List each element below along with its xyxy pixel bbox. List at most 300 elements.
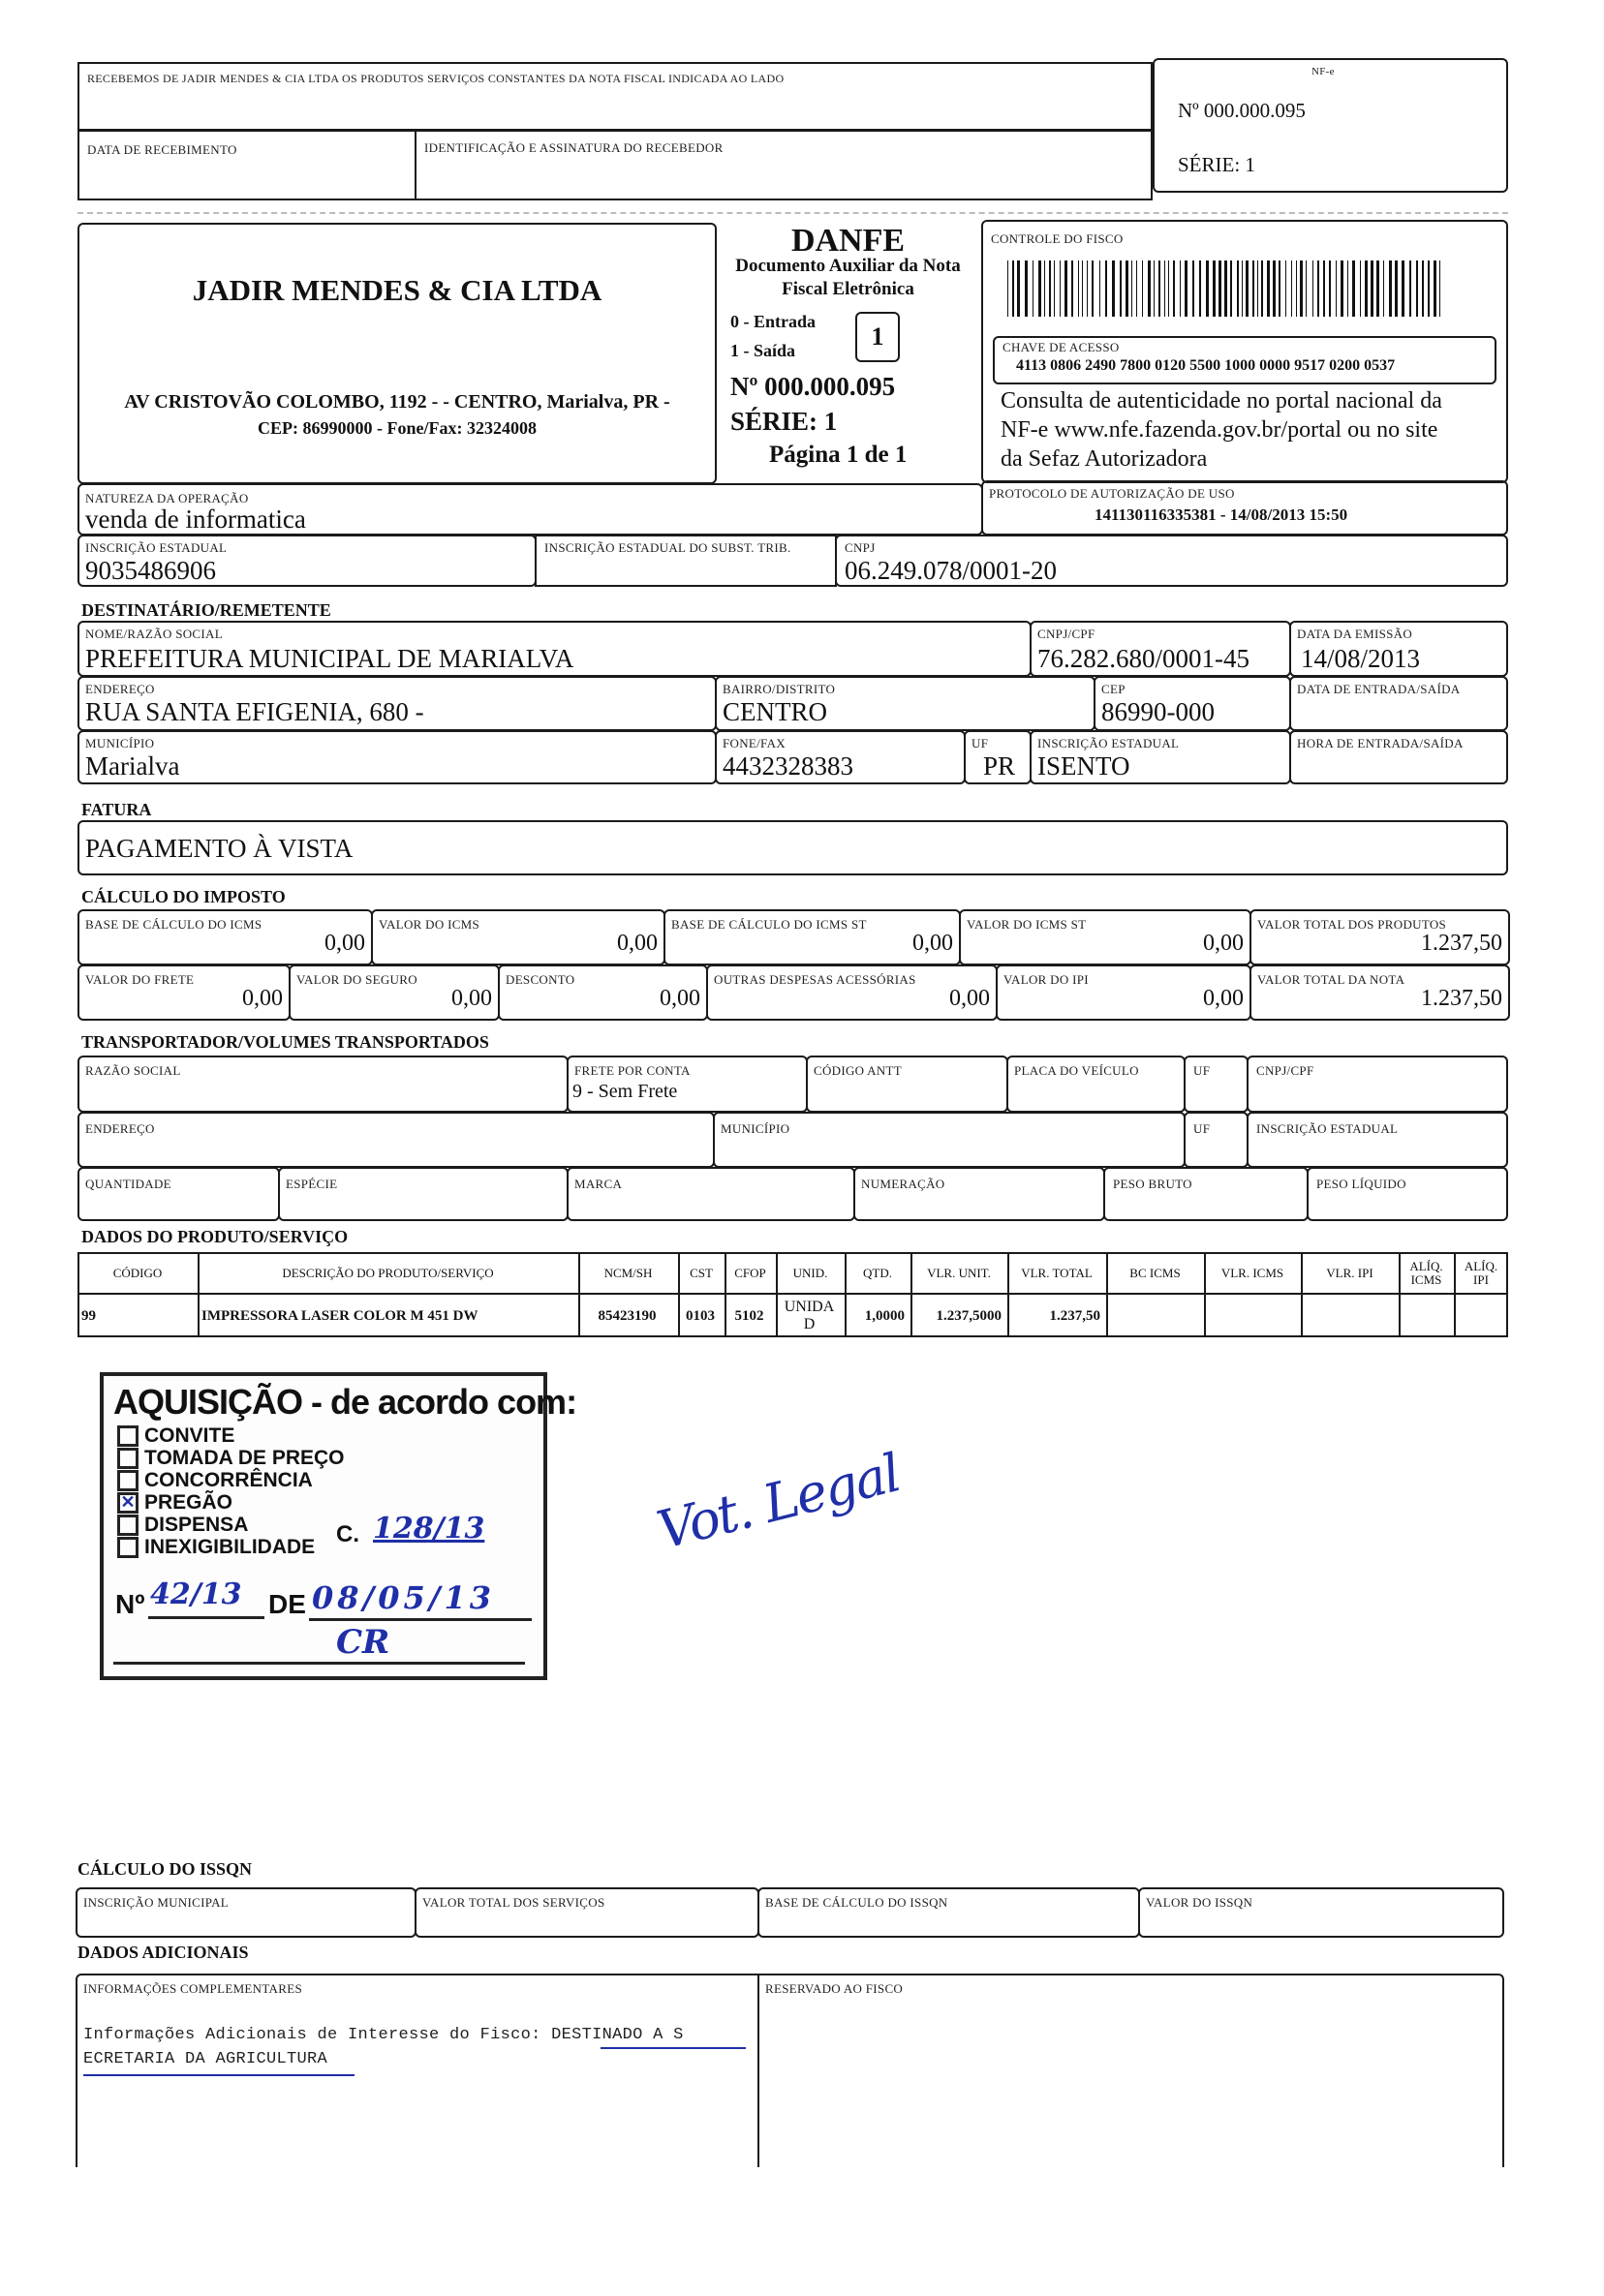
chave-acesso-box bbox=[993, 336, 1496, 384]
stamp-option-label: PREGÃO bbox=[144, 1491, 233, 1514]
barcode-bar bbox=[1434, 260, 1436, 317]
barcode-bar bbox=[1166, 260, 1167, 317]
dest-cnpj-value: 76.282.680/0001-45 bbox=[1037, 644, 1249, 673]
reservado-fisco-field bbox=[757, 1974, 1504, 2167]
aquisicao-stamp bbox=[100, 1372, 577, 1680]
barcode-bar bbox=[1064, 260, 1067, 317]
barcode-bar bbox=[1425, 260, 1427, 317]
barcode-bar bbox=[1144, 260, 1147, 317]
barcode-bar bbox=[1188, 260, 1191, 317]
imposto-value: 0,00 bbox=[949, 986, 990, 1011]
table-cell bbox=[1305, 1295, 1393, 1337]
barcode-bar bbox=[1246, 260, 1249, 317]
barcode-bar bbox=[1078, 260, 1079, 317]
barcode-bar bbox=[1168, 260, 1169, 317]
produtos-heading: DADOS DO PRODUTO/SERVIÇO bbox=[81, 1227, 349, 1246]
barcode-bar bbox=[1136, 260, 1137, 317]
stamp-numero-line bbox=[148, 1616, 264, 1619]
barcode-bar bbox=[1074, 260, 1077, 317]
fisco-reservado-label: RESERVADO AO FISCO bbox=[765, 1981, 904, 1996]
barcode-bar bbox=[1217, 260, 1218, 317]
barcode-bar bbox=[1385, 260, 1388, 317]
barcode-bar bbox=[1360, 260, 1361, 317]
barcode-bar bbox=[1138, 260, 1141, 317]
barcode-bar bbox=[1218, 260, 1221, 317]
table-header-cell: ALÍQ. ICMS bbox=[1409, 1258, 1443, 1287]
barcode-bar bbox=[1206, 260, 1209, 317]
stamp-option bbox=[117, 1536, 315, 1559]
barcode-bar bbox=[1291, 260, 1292, 317]
barcode-bar bbox=[1120, 260, 1122, 317]
table-cell: 0103 bbox=[686, 1307, 715, 1324]
fatura-field bbox=[77, 820, 1508, 875]
imposto-field bbox=[371, 909, 665, 965]
table-header-cell: BC ICMS bbox=[1129, 1265, 1181, 1280]
checkbox-icon bbox=[117, 1537, 139, 1558]
transp-antt-field bbox=[806, 1056, 1008, 1113]
barcode-bar bbox=[1405, 260, 1408, 317]
barcode-bar bbox=[1326, 260, 1328, 317]
stamp-data-value: 08/05/13 bbox=[312, 1579, 495, 1616]
imposto-field bbox=[77, 964, 291, 1021]
transp-peso-liquido-field bbox=[1307, 1167, 1508, 1221]
barcode-bar bbox=[1261, 260, 1263, 317]
barcode-bar bbox=[1352, 260, 1355, 317]
barcode-bar bbox=[1402, 260, 1404, 317]
stamp-data-line bbox=[309, 1618, 532, 1621]
table-cell bbox=[1403, 1295, 1448, 1337]
barcode-bar bbox=[1287, 260, 1290, 317]
transp-especie-field bbox=[278, 1167, 569, 1221]
dest-nome-label: NOME/RAZÃO SOCIAL bbox=[85, 627, 223, 641]
imposto-value: 0,00 bbox=[324, 931, 365, 956]
stamp-option-label: CONCORRÊNCIA bbox=[144, 1469, 313, 1491]
barcode-bar bbox=[1395, 260, 1398, 317]
barcode-bar bbox=[1142, 260, 1143, 317]
barcode-bar bbox=[1202, 260, 1205, 317]
imposto-value: 0,00 bbox=[660, 986, 700, 1011]
canhoto-numero: Nº 000.000.095 bbox=[1178, 99, 1306, 122]
dest-ie-field bbox=[1030, 730, 1291, 784]
transp-peso-bruto-field bbox=[1103, 1167, 1309, 1221]
dest-bairro-field bbox=[715, 676, 1095, 731]
barcode-bar bbox=[1344, 260, 1346, 317]
table-header-cell: DESCRIÇÃO DO PRODUTO/SERVIÇO bbox=[282, 1265, 494, 1280]
barcode-bar bbox=[1273, 260, 1276, 317]
transp-cnpj-label: CNPJ/CPF bbox=[1256, 1063, 1314, 1078]
dest-uf-label: UF bbox=[972, 736, 989, 750]
info-complementares-field bbox=[76, 1974, 759, 2167]
barcode-bar bbox=[1025, 260, 1028, 317]
imposto-field bbox=[1249, 964, 1510, 1021]
dest-municipio-field bbox=[77, 730, 717, 784]
transp-numeracao-field bbox=[853, 1167, 1105, 1221]
barcode-bar bbox=[1199, 260, 1201, 317]
barcode-bar bbox=[1116, 260, 1119, 317]
table-cell: IMPRESSORA LASER COLOR M 451 DW bbox=[201, 1307, 478, 1324]
barcode-bar bbox=[1242, 260, 1243, 317]
imposto-value: 0,00 bbox=[912, 931, 953, 956]
barcode-bar bbox=[1054, 260, 1055, 317]
barcode-bar bbox=[1164, 260, 1165, 317]
info-line-1: Informações Adicionais de Interesse do Fisco: DESTINADO A S bbox=[83, 2026, 684, 2044]
barcode-bar bbox=[1010, 260, 1011, 317]
barcode-bar bbox=[1017, 260, 1020, 317]
barcode-bar bbox=[1237, 260, 1239, 317]
danfe-numero: Nº 000.000.095 bbox=[730, 372, 896, 401]
imposto-field bbox=[77, 909, 373, 965]
chave-acesso: 4113 0806 2490 7800 0120 5500 1000 0000 9517 0200 0537 bbox=[1016, 357, 1396, 374]
dest-municipio-value: Marialva bbox=[85, 751, 180, 781]
barcode-bar bbox=[1133, 260, 1135, 317]
info-line-2: ECRETARIA DA AGRICULTURA bbox=[83, 2050, 328, 2068]
canhoto-nfe-box bbox=[1153, 58, 1508, 193]
table-header-cell: VLR. TOTAL bbox=[1021, 1265, 1093, 1280]
table-header-cell: CFOP bbox=[734, 1265, 766, 1280]
barcode-bar bbox=[1252, 260, 1254, 317]
barcode-bar bbox=[1015, 260, 1016, 317]
barcode-bar bbox=[1383, 260, 1384, 317]
transp-marca-label: MARCA bbox=[574, 1177, 623, 1191]
emitente-endereco: AV CRISTOVÃO COLOMBO, 1192 - - CENTRO, Marialva, PR - bbox=[124, 391, 670, 413]
barcode-bar bbox=[1271, 260, 1272, 317]
dest-fone-label: FONE/FAX bbox=[723, 736, 787, 750]
fatura-heading: FATURA bbox=[81, 800, 152, 819]
barcode-bar bbox=[1170, 260, 1172, 317]
barcode-bar bbox=[1259, 260, 1260, 317]
barcode-bar bbox=[1101, 260, 1104, 317]
issqn-label: VALOR DO ISSQN bbox=[1146, 1895, 1253, 1910]
consulta-text-3: da Sefaz Autorizadora bbox=[1001, 446, 1208, 472]
barcode-bar bbox=[1087, 260, 1088, 317]
barcode-bar bbox=[1089, 260, 1091, 317]
imposto-label: OUTRAS DESPESAS ACESSÓRIAS bbox=[714, 972, 916, 987]
barcode-bar bbox=[1279, 260, 1280, 317]
transp-ie-label: INSCRIÇÃO ESTADUAL bbox=[1256, 1121, 1399, 1136]
data-recebimento-label: DATA DE RECEBIMENTO bbox=[87, 142, 237, 157]
table-cell: 1,0000 bbox=[864, 1307, 905, 1324]
barcode-bar bbox=[1250, 260, 1251, 317]
imposto-field bbox=[706, 964, 998, 1021]
barcode-bar bbox=[1161, 260, 1163, 317]
barcode-bar bbox=[1158, 260, 1160, 317]
dest-uf-field bbox=[964, 730, 1032, 784]
barcode-bar bbox=[1332, 260, 1335, 317]
barcode-bar bbox=[1369, 260, 1370, 317]
transp-marca-field bbox=[567, 1167, 855, 1221]
imposto-field bbox=[289, 964, 500, 1021]
barcode-bar bbox=[1308, 260, 1311, 317]
transp-endereco-label: ENDEREÇO bbox=[85, 1121, 155, 1136]
barcode-bar bbox=[1439, 260, 1440, 317]
table-cell: UNIDAD bbox=[784, 1299, 835, 1332]
stamp-signature-line bbox=[113, 1662, 525, 1665]
table-cell bbox=[1208, 1295, 1295, 1337]
barcode-bar bbox=[1131, 260, 1132, 317]
dest-cep-field bbox=[1094, 676, 1291, 731]
imposto-value: 0,00 bbox=[1203, 986, 1244, 1011]
barcode-bar bbox=[1099, 260, 1100, 317]
dest-uf-value: PR bbox=[983, 751, 1016, 781]
transp-placa-label: PLACA DO VEÍCULO bbox=[1014, 1063, 1139, 1078]
table-cell: 5102 bbox=[734, 1307, 764, 1324]
barcode-bar bbox=[1356, 260, 1359, 317]
transp-peso-bruto-label: PESO BRUTO bbox=[1113, 1177, 1192, 1191]
imposto-label: VALOR TOTAL DA NOTA bbox=[1257, 972, 1405, 987]
dest-ie-label: INSCRIÇÃO ESTADUAL bbox=[1037, 736, 1180, 750]
barcode-bar bbox=[1046, 260, 1048, 317]
stamp-numero-value: 42/13 bbox=[150, 1577, 242, 1611]
barcode-bar bbox=[1380, 260, 1382, 317]
imposto-value: 0,00 bbox=[1203, 931, 1244, 956]
barcode-bar bbox=[1129, 260, 1130, 317]
issqn-base-field bbox=[757, 1887, 1140, 1938]
barcode-bar bbox=[1264, 260, 1266, 317]
ie-value: 9035486906 bbox=[85, 556, 216, 585]
transp-peso-liquido-label: PESO LÍQUIDO bbox=[1316, 1177, 1406, 1191]
imposto-field bbox=[498, 964, 708, 1021]
stamp-title: AQUISIÇÃO - de acordo com: bbox=[113, 1382, 577, 1422]
checkbox-icon bbox=[117, 1448, 139, 1469]
danfe-pagina: Página 1 de 1 bbox=[769, 442, 908, 468]
dest-municipio-label: MUNICÍPIO bbox=[85, 736, 155, 750]
barcode-bar bbox=[1126, 260, 1128, 317]
transportador-heading: TRANSPORTADOR/VOLUMES TRANSPORTADOS bbox=[81, 1032, 489, 1052]
ie-field bbox=[77, 535, 537, 587]
transp-placa-field bbox=[1006, 1056, 1186, 1113]
barcode-bar bbox=[1431, 260, 1433, 317]
table-cell: 1.237,50 bbox=[1049, 1307, 1100, 1324]
barcode-bar bbox=[1312, 260, 1313, 317]
imposto-label: VALOR DO FRETE bbox=[85, 972, 195, 987]
table-header-cell: NCM/SH bbox=[603, 1265, 653, 1280]
imposto-label: BASE DE CÁLCULO DO ICMS bbox=[85, 917, 262, 932]
imposto-value: 0,00 bbox=[617, 931, 658, 956]
barcode-bar bbox=[1306, 260, 1307, 317]
barcode-bar bbox=[1068, 260, 1070, 317]
barcode-bar bbox=[1323, 260, 1325, 317]
stamp-option-label: INEXIGIBILIDADE bbox=[144, 1536, 316, 1558]
barcode-bar bbox=[1156, 260, 1157, 317]
fisco-box bbox=[981, 220, 1508, 483]
dest-bairro-value: CENTRO bbox=[723, 697, 827, 726]
protocolo-field bbox=[981, 480, 1508, 536]
checkbox-icon bbox=[117, 1470, 139, 1491]
dest-entrada-field bbox=[1289, 676, 1508, 731]
barcode-bar bbox=[1228, 260, 1229, 317]
stamp-c-label: C. bbox=[336, 1521, 359, 1547]
transp-endereco-field bbox=[77, 1112, 715, 1168]
stamp-option bbox=[117, 1424, 234, 1448]
info-underline-2 bbox=[83, 2074, 355, 2076]
danfe-title: DANFE bbox=[790, 223, 906, 259]
barcode-bar bbox=[1224, 260, 1227, 317]
barcode-bar bbox=[1182, 260, 1184, 317]
barcode-bar bbox=[1304, 260, 1305, 317]
barcode-bar bbox=[1314, 260, 1316, 317]
barcode-bar bbox=[1365, 260, 1368, 317]
dest-cep-label: CEP bbox=[1101, 682, 1126, 696]
barcode-bar bbox=[1222, 260, 1223, 317]
issqn-label: INSCRIÇÃO MUNICIPAL bbox=[83, 1895, 230, 1910]
assinatura-label: IDENTIFICAÇÃO E ASSINATURA DO RECEBEDOR bbox=[424, 140, 724, 155]
destinatario-heading: DESTINATÁRIO/REMETENTE bbox=[81, 600, 331, 620]
transp-cnpj-field bbox=[1247, 1056, 1508, 1113]
barcode-bar bbox=[1233, 260, 1236, 317]
stamp-c-value: 128/13 bbox=[373, 1512, 485, 1546]
nfe-label: NF-e bbox=[1311, 66, 1335, 77]
danfe-serie: SÉRIE: 1 bbox=[730, 407, 838, 436]
barcode-bar bbox=[1021, 260, 1024, 317]
consulta-text-1: Consulta de autenticidade no portal nacional da bbox=[1001, 388, 1442, 413]
stamp-option bbox=[117, 1491, 232, 1515]
danfe-saida: 1 - Saída bbox=[730, 341, 796, 360]
stamp-numero-label: Nº bbox=[115, 1589, 145, 1619]
danfe-entrada: 0 - Entrada bbox=[730, 312, 817, 331]
transp-quantidade-field bbox=[77, 1167, 280, 1221]
imposto-value: 0,00 bbox=[242, 986, 283, 1011]
dest-nome-value: PREFEITURA MUNICIPAL DE MARIALVA bbox=[85, 644, 574, 673]
fatura-value: PAGAMENTO À VISTA bbox=[85, 834, 354, 863]
barcode-bar bbox=[1062, 260, 1064, 317]
barcode-bar bbox=[1389, 260, 1392, 317]
dest-endereco-field bbox=[77, 676, 717, 731]
barcode-bar bbox=[1409, 260, 1411, 317]
barcode-bar bbox=[1042, 260, 1043, 317]
danfe-box bbox=[715, 223, 981, 484]
barcode-bar bbox=[1399, 260, 1401, 317]
barcode-bar bbox=[1029, 260, 1032, 317]
barcode-bar bbox=[1362, 260, 1364, 317]
ie-st-field bbox=[535, 535, 837, 587]
issqn-heading: CÁLCULO DO ISSQN bbox=[77, 1859, 253, 1879]
imposto-field bbox=[959, 909, 1251, 965]
chave-label: CHAVE DE ACESSO bbox=[1002, 340, 1120, 354]
barcode-bar bbox=[1049, 260, 1051, 317]
transp-uf-label: UF bbox=[1193, 1063, 1211, 1078]
transp-uf-field bbox=[1184, 1056, 1249, 1113]
danfe-tipo-box: 1 bbox=[855, 312, 900, 362]
stamp-option-label: CONVITE bbox=[144, 1424, 235, 1447]
issqn-label: VALOR TOTAL DOS SERVIÇOS bbox=[422, 1895, 605, 1910]
checkbox-icon bbox=[117, 1425, 139, 1447]
canhoto-serie: SÉRIE: 1 bbox=[1178, 153, 1255, 176]
barcode-bar bbox=[1296, 260, 1297, 317]
table-header-cell: VLR. IPI bbox=[1326, 1265, 1373, 1280]
barcode-bar bbox=[1052, 260, 1053, 317]
imposto-label: DESCONTO bbox=[506, 972, 575, 987]
natureza-value: venda de informatica bbox=[85, 505, 306, 534]
danfe-subtitle: Documento Auxiliar da Nota bbox=[735, 256, 961, 276]
danfe-subtitle-2: Fiscal Eletrônica bbox=[782, 279, 914, 299]
barcode-bar bbox=[1080, 260, 1081, 317]
barcode-bar bbox=[1277, 260, 1278, 317]
table-header-cell: CST bbox=[690, 1265, 713, 1280]
emitente-cep-fone: CEP: 86990000 - Fone/Fax: 32324008 bbox=[258, 418, 537, 438]
barcode-bar bbox=[1347, 260, 1348, 317]
barcode-bar bbox=[1298, 260, 1299, 317]
barcode-bar bbox=[1210, 260, 1212, 317]
protocolo-label: PROTOCOLO DE AUTORIZAÇÃO DE USO bbox=[989, 486, 1235, 501]
stamp-option-label: DISPENSA bbox=[144, 1514, 249, 1536]
imposto-label: VALOR DO ICMS ST bbox=[967, 917, 1087, 932]
stamp-de-label: DE bbox=[268, 1589, 306, 1619]
barcode-bar bbox=[1320, 260, 1322, 317]
canhoto-recebemos-box bbox=[77, 62, 1153, 132]
barcode-bar bbox=[1195, 260, 1198, 317]
barcode-bar bbox=[1012, 260, 1014, 317]
table-cell: 99 bbox=[81, 1307, 96, 1324]
handwritten-signature bbox=[651, 1442, 949, 1617]
imposto-field bbox=[663, 909, 961, 965]
barcode-bar bbox=[1371, 260, 1373, 317]
table-header-cell: VLR. ICMS bbox=[1220, 1265, 1284, 1280]
barcode-bar bbox=[1441, 260, 1444, 317]
produtos-table bbox=[77, 1252, 1508, 1337]
barcode-bar bbox=[1257, 260, 1258, 317]
barcode-bar bbox=[1267, 260, 1270, 317]
dest-cnpj-label: CNPJ/CPF bbox=[1037, 627, 1095, 641]
barcode-bar bbox=[1105, 260, 1107, 317]
barcode-bar bbox=[1376, 260, 1379, 317]
ie-st-label: INSCRIÇÃO ESTADUAL DO SUBST. TRIB. bbox=[544, 540, 791, 555]
imposto-field bbox=[996, 964, 1251, 1021]
dest-endereco-value: RUA SANTA EFIGENIA, 680 - bbox=[85, 697, 424, 726]
cnpj-label: CNPJ bbox=[845, 540, 876, 555]
imposto-field bbox=[1249, 909, 1510, 965]
issqn-label: BASE DE CÁLCULO DO ISSQN bbox=[765, 1895, 948, 1910]
cut-line bbox=[77, 212, 1508, 214]
dest-endereco-label: ENDEREÇO bbox=[85, 682, 155, 696]
checkbox-icon bbox=[117, 1515, 139, 1536]
transp-numeracao-label: NUMERAÇÃO bbox=[861, 1177, 945, 1191]
barcode-bar bbox=[1152, 260, 1153, 317]
dest-fone-value: 4432328383 bbox=[723, 751, 853, 781]
imposto-label: BASE DE CÁLCULO DO ICMS ST bbox=[671, 917, 867, 932]
imposto-label: VALOR TOTAL DOS PRODUTOS bbox=[1257, 917, 1447, 932]
stamp-option-label: TOMADA DE PREÇO bbox=[144, 1447, 345, 1469]
assinatura-recebedor-field bbox=[415, 129, 1153, 200]
barcode-bar bbox=[1084, 260, 1086, 317]
barcode-bar bbox=[1123, 260, 1125, 317]
barcode-bar bbox=[1293, 260, 1295, 317]
barcode-bar bbox=[1437, 260, 1438, 317]
barcode-bar bbox=[1180, 260, 1181, 317]
barcode-bar bbox=[1007, 260, 1008, 317]
barcode-bar bbox=[1185, 260, 1188, 317]
dest-cnpj-field bbox=[1030, 621, 1291, 677]
issqn-servicos-field bbox=[415, 1887, 759, 1938]
barcode bbox=[1007, 260, 1482, 317]
barcode-bar bbox=[1393, 260, 1394, 317]
emitente-nome: JADIR MENDES & CIA LTDA bbox=[192, 273, 602, 307]
imposto-label: VALOR DO ICMS bbox=[379, 917, 480, 932]
cnpj-emitente-field bbox=[835, 535, 1508, 587]
transp-ie-field bbox=[1247, 1112, 1508, 1168]
dest-emissao-field bbox=[1289, 621, 1508, 677]
transp-municipio-field bbox=[713, 1112, 1186, 1168]
barcode-bar bbox=[1148, 260, 1151, 317]
signature-text: Vot. Legal bbox=[651, 1442, 906, 1562]
barcode-bar bbox=[1255, 260, 1256, 317]
stamp-rubrica: CR bbox=[336, 1623, 390, 1662]
barcode-bar bbox=[1341, 260, 1343, 317]
protocolo-value: 141130116335381 - 14/08/2013 15:50 bbox=[1095, 505, 1348, 524]
issqn-im-field bbox=[76, 1887, 416, 1938]
table-cell bbox=[1110, 1295, 1198, 1337]
table-header-cell: UNID. bbox=[792, 1265, 828, 1280]
imposto-value: 1.237,50 bbox=[1421, 931, 1502, 956]
